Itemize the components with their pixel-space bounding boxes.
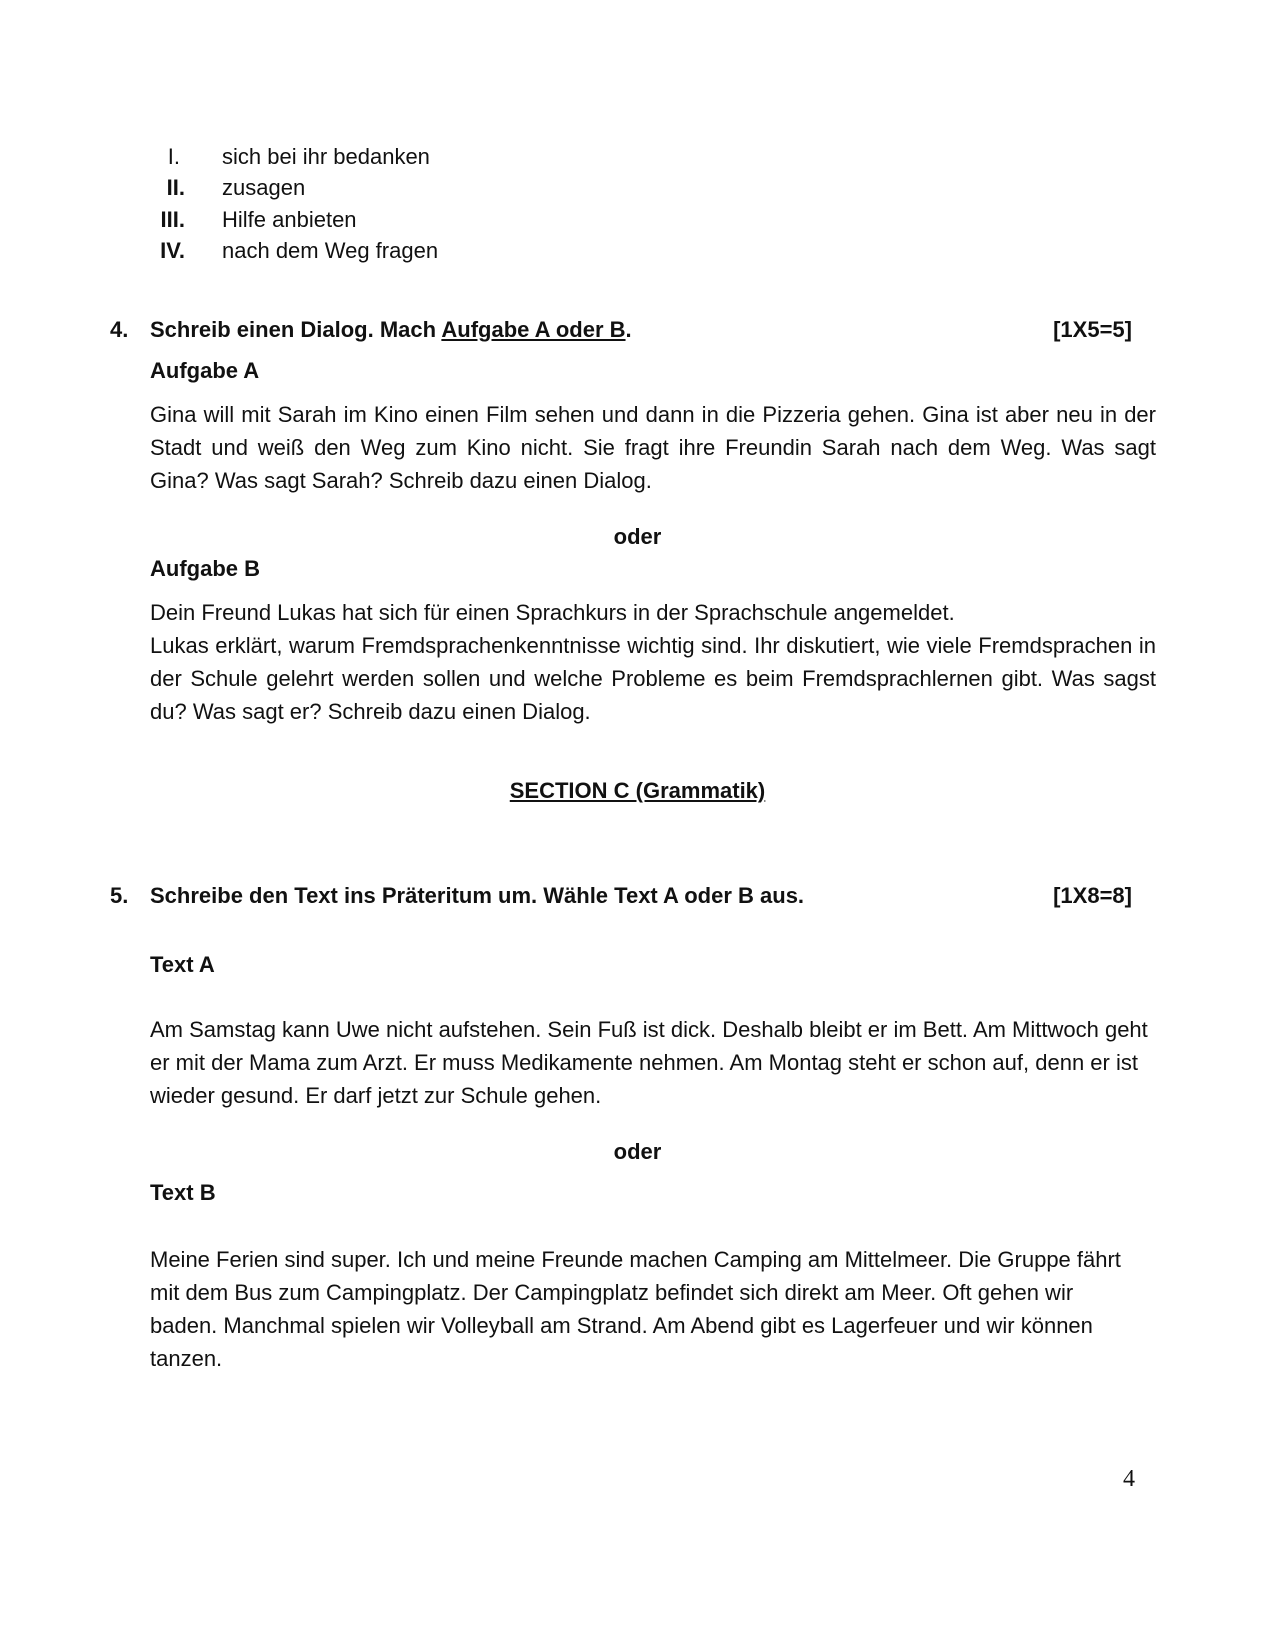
instruction-suffix: . <box>625 317 632 342</box>
or-label: oder <box>613 524 662 549</box>
question-number: 4. <box>110 317 129 342</box>
question-instruction: Schreibe den Text ins Präteritum um. Wähle Text A oder B aus. <box>150 883 805 908</box>
text-a-title: Text A <box>150 952 215 977</box>
marks-label: [1X8=8] <box>1053 883 1132 908</box>
list-numeral: IV. <box>160 238 185 263</box>
instruction-text: Schreib einen Dialog. Mach <box>150 317 442 342</box>
list-item-text: sich bei ihr bedanken <box>222 144 430 169</box>
list-item-text: zusagen <box>222 175 306 200</box>
page-number: 4 <box>1123 1466 1135 1492</box>
text-a-body: Am Samstag kann Uwe nicht aufstehen. Sein Fuß ist dick. Deshalb bleibt er im Bett. Am Mittwoch geht er mit der Mama zum Arzt. Er muss Medikamente nehmen. Am Montag steht er schon auf, denn er ist wieder gesund. Er darf jetzt zur Schule gehen. <box>150 1017 1148 1108</box>
question-instruction <box>150 317 632 343</box>
text-b-title: Text B <box>150 1180 216 1205</box>
or-label: oder <box>613 1139 662 1164</box>
list-numeral: II. <box>166 175 185 200</box>
task-a-text: Gina will mit Sarah im Kino einen Film sehen und dann in die Pizzeria gehen. Gina ist aber neu in der Stadt und weiß den Weg zum Kino nicht. Sie fragt ihre Freundin Sarah nach dem Weg. Was sagt Gina? Was sagt Sarah? Schreib dazu einen Dialog. <box>150 402 1156 493</box>
task-b-text: Lukas erklärt, warum Fremdsprachenkenntnisse wichtig sind. Ihr diskutiert, wie viele Fremdsprachen in der Schule gelehrt werden sollen und welche Probleme es beim Fremdsprachlernen gibt. Was sagst du? Was sagt er? Schreib dazu einen Dialog. <box>150 633 1156 724</box>
text-b-body: Meine Ferien sind super. Ich und meine Freunde machen Camping am Mittelmeer. Die Gruppe fährt mit dem Bus zum Campingplatz. Der Campingplatz befindet sich direkt am Meer. Oft gehen wir baden. Manchmal spielen wir Volleyball am Strand. Am Abend gibt es Lagerfeuer und wir können tanzen. <box>150 1247 1121 1371</box>
instruction-underlined: Aufgabe A oder B <box>441 317 626 342</box>
task-b-intro: Dein Freund Lukas hat sich für einen Sprachkurs in der Sprachschule angemeldet. <box>150 600 955 625</box>
task-a-title: Aufgabe A <box>150 358 260 383</box>
question-number: 5. <box>110 883 129 908</box>
list-item-text: Hilfe anbieten <box>222 207 357 232</box>
task-b-title: Aufgabe B <box>150 556 260 581</box>
list-item-text: nach dem Weg fragen <box>222 238 439 263</box>
list-numeral: III. <box>160 207 185 232</box>
list-numeral: I. <box>167 144 180 169</box>
marks-label: [1X5=5] <box>1053 317 1132 342</box>
section-heading <box>0 778 1275 804</box>
section-heading-text: SECTION C (Grammatik) <box>509 778 766 803</box>
